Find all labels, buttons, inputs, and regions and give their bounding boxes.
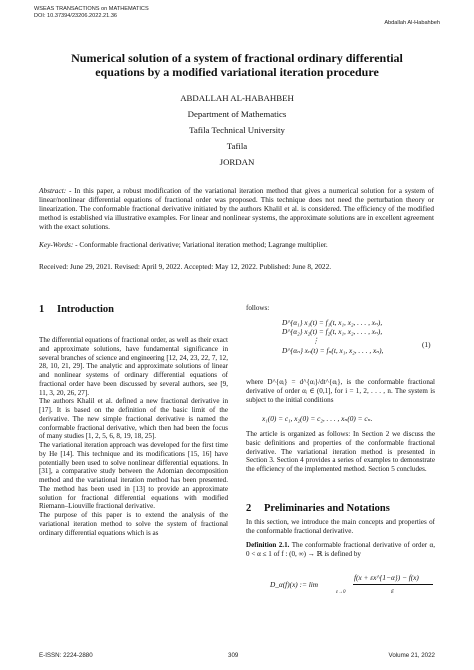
abstract-text: - In this paper, a robust modification of the variational iteration method that gives a numerical solution for a system of linear/nonlinear differential equations of fractional order was proposed. This technique does not need the perturbation theory or linearization. The conformable fractional derivative initiated by the authors Khalil et al. is considered. The efficiency of the modified method is established via illustrative examples. For linear and nonlinear systems, the approximate solutions are in excellent agreement with the exact solutions. — [39, 186, 434, 231]
paper-title — [40, 51, 434, 79]
title-line-1: Numerical solution of a system of fractional ordinary differential — [71, 51, 403, 65]
doi[interactable]: DOI: 10.37394/23206.2022.21.36 — [34, 13, 118, 19]
section-2-title: Preliminaries and Notations — [264, 503, 390, 514]
equation-line-n: D^{αₙ} xₙ(t) = fₙ(t, x₁, x₂, . . . , xₙ), — [282, 345, 384, 355]
received-dates: Received: June 29, 2021. Revised: April 9, 2022. Accepted: May 12, 2022. Published: June 8, 2022. — [39, 262, 332, 271]
intro-paragraph-3: The variational iteration approach was developed for the first time by He [14]. This technique and its modifications [15, 16] have potentially been used to solve nonlinear differential equations. In [31], a comparative study between the Adomian decomposition method and the variational iteration method has been presented. The method has been used in [13] to provide an approximate solution for fractional differential equations with modified Riemann–Liouville fractional derivative. — [39, 441, 228, 511]
organization-paragraph: The article is organized as follows: In Section 2 we discuss the basic definitions and properties of the conformable fractional derivative. The variational iteration method is presented in Section 3. Section 4 provides a series of examples to demonstrate the efficiency of the implemented method. Section 5 concludes. — [246, 430, 435, 473]
left-column — [39, 336, 228, 537]
author-dept: Department of Mathematics — [187, 109, 287, 119]
equation-number-1: (1) — [422, 340, 431, 349]
equation-line-2: D^{α₂} x₂(t) = f₂(t, x₁, x₂, . . . , xₙ), — [282, 327, 383, 337]
title-line-2: equations by a modified variational iteration procedure — [95, 65, 379, 79]
def-eq-limit-sub: ε→0 — [336, 590, 346, 595]
def-eq-denominator: ε — [391, 586, 394, 595]
def-eq-left: D_α(f)(x) := lim — [270, 580, 319, 589]
footer-page-number: 309 — [228, 652, 239, 659]
abstract-label: Abstract: — [39, 186, 67, 195]
equation-dots: ⋮ — [312, 336, 320, 346]
definition-2-1 — [246, 541, 435, 559]
section-2-intro: In this section, we introduce the main concepts and properties of the conformable fractional derivative. — [246, 518, 435, 535]
definition-equation — [270, 570, 440, 604]
running-author: Abdallah Al-Habahbeh — [384, 20, 440, 26]
follows-text: follows: — [246, 304, 270, 312]
section-1-title: Introduction — [57, 304, 114, 315]
section-1-heading — [39, 304, 114, 315]
intro-paragraph-4: The purpose of this paper is to extend the analysis of the variational iteration method to solve the system of fractional ordinary differential equations which is as — [39, 511, 228, 537]
footer-volume: Volume 21, 2022 — [388, 652, 435, 659]
journal-name: WSEAS TRANSACTIONS on MATHEMATICS — [34, 6, 149, 12]
intro-paragraph-2: The authors Khalil et al. defined a new fractional derivative in [17]. It is based on the definition of the basic limit of the derivative. The new simple fractional derivative is named the conformable fractional derivative, which then had been the focus of many studies [1, 2, 5, 6, 8, 19, 18, 25]. — [39, 397, 228, 441]
keywords — [39, 240, 434, 249]
equation-system — [282, 318, 383, 355]
keywords-label: Key-Words: — [39, 240, 74, 249]
where-text: where D^{αᵢ} = d^{αᵢ}/dt^{αᵢ}, is the conformable fractional derivative of order αᵢ ∈ (0,1], for i = 1, 2, . . . , n. The system is subject to the initial conditions — [246, 378, 435, 404]
definition-label: Definition 2.1. — [246, 541, 290, 549]
running-header — [34, 6, 440, 26]
author-country: JORDAN — [219, 157, 255, 167]
def-eq-numerator: f(x + εx^{1−α}) − f(x) — [354, 573, 419, 582]
fraction-bar — [353, 584, 433, 585]
section-2-number: 2 — [246, 503, 252, 514]
author-university: Tafila Technical University — [189, 125, 285, 135]
keywords-text: - Conformable fractional derivative; Variational iteration method; Lagrange multiplier. — [75, 240, 328, 249]
author-name: ABDALLAH AL-HABAHBEH — [180, 93, 294, 103]
section-1-number: 1 — [39, 304, 45, 315]
definition-text: The conformable fractional derivative of order α, 0 < α ≤ 1 of f : (0, ∞) → ℝ is defined by — [246, 541, 435, 558]
section-2-heading — [246, 503, 390, 514]
initial-conditions: x₁(0) = c₁, x₂(0) = c₂, . . . , xₙ(0) = cₙ. — [262, 414, 373, 423]
footer-issn: E-ISSN: 2224-2880 — [39, 652, 93, 659]
intro-paragraph-1: The differential equations of fractional order, as well as their exact and approximate solutions, have fundamental significance in several branches of science and engineering [12, 24, 23, 22, 7, 12, 28, 10, 21, 29]. The analytic and approximate solutions of linear and nonlinear systems of ordinary differential equations of fractional order have been discussed by several authors, see [9, 11, 3, 20, 26, 27]. — [39, 336, 228, 397]
abstract — [39, 186, 434, 231]
author-city: Tafila — [226, 141, 248, 151]
equation-line-1: D^{α₁} x₁(t) = f₁(t, x₁, x₂, . . . , xₙ), — [282, 318, 383, 327]
